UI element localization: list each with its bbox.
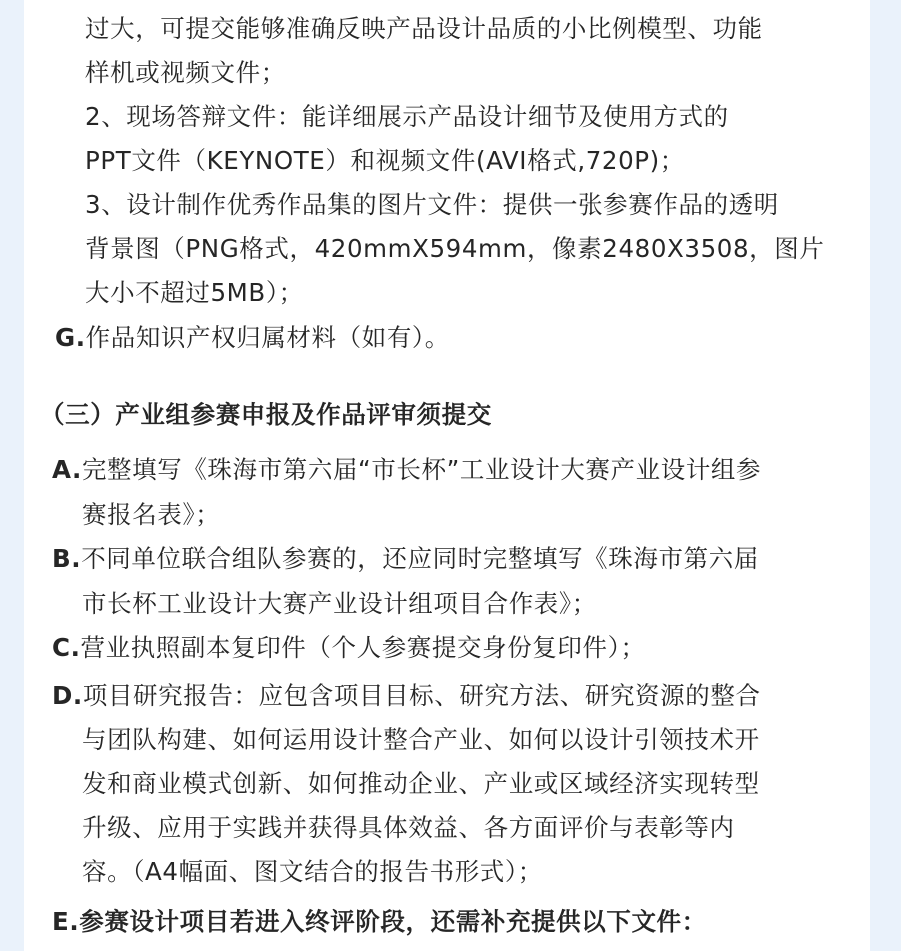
list-marker: G. <box>55 323 86 352</box>
document-page <box>24 0 870 951</box>
list-item-continuation: 升级、应用于实践并获得具体效益、各方面评价与表彰等内 <box>82 813 735 842</box>
body-text-line: 2、现场答辩文件：能详细展示产品设计细节及使用方式的 <box>85 102 729 131</box>
list-item-c <box>52 633 646 663</box>
list-item-d <box>52 681 761 711</box>
body-text-line: 3、设计制作优秀作品集的图片文件：提供一张参赛作品的透明 <box>85 190 779 219</box>
list-marker: B. <box>52 544 82 573</box>
list-marker: A. <box>52 455 82 484</box>
list-item-text: 营业执照副本复印件（个人参赛提交身份复印件）； <box>80 633 646 662</box>
section-heading: （三）产业组参赛申报及作品评审须提交 <box>40 400 492 429</box>
body-text-line: 过大，可提交能够准确反映产品设计品质的小比例模型、功能 <box>85 14 763 43</box>
list-item-continuation: 容。（A4幅面、图文结合的报告书形式）； <box>82 857 543 886</box>
list-item-text: 参赛设计项目若进入终评阶段，还需补充提供以下文件： <box>79 907 707 936</box>
body-text-line: PPT文件（KEYNOTE）和视频文件(AVI格式,720P)； <box>85 146 685 175</box>
list-marker: D. <box>52 681 83 710</box>
list-item-text: 不同单位联合组队参赛的，还应同时完整填写《珠海市第六届 <box>81 544 759 573</box>
list-item-continuation: 赛报名表》； <box>82 500 221 529</box>
list-marker: E. <box>52 907 80 936</box>
list-item-text: 完整填写《珠海市第六届“市长杯”工业设计大赛产业设计组参 <box>81 455 762 484</box>
list-marker: C. <box>52 633 81 662</box>
list-item-b <box>52 544 759 574</box>
list-item-e <box>52 907 707 937</box>
list-item-continuation: 与团队构建、如何运用设计整合产业、如何以设计引领技术开 <box>82 725 760 754</box>
body-text-line: 大小不超过5MB）； <box>85 278 304 307</box>
body-text-line: 背景图（PNG格式，420mmX594mm，像素2480X3508，图片 <box>85 234 825 263</box>
list-item-text: 作品知识产权归属材料（如有）。 <box>85 323 450 352</box>
list-item-a <box>52 455 761 485</box>
list-item-continuation: 市长杯工业设计大赛产业设计组项目合作表》； <box>82 589 597 618</box>
list-item-g <box>55 323 450 353</box>
list-item-text: 项目研究报告：应包含项目目标、研究方法、研究资源的整合 <box>82 681 761 710</box>
body-text-line: 样机或视频文件； <box>85 58 286 87</box>
list-item-continuation: 发和商业模式创新、如何推动企业、产业或区域经济实现转型 <box>82 769 760 798</box>
